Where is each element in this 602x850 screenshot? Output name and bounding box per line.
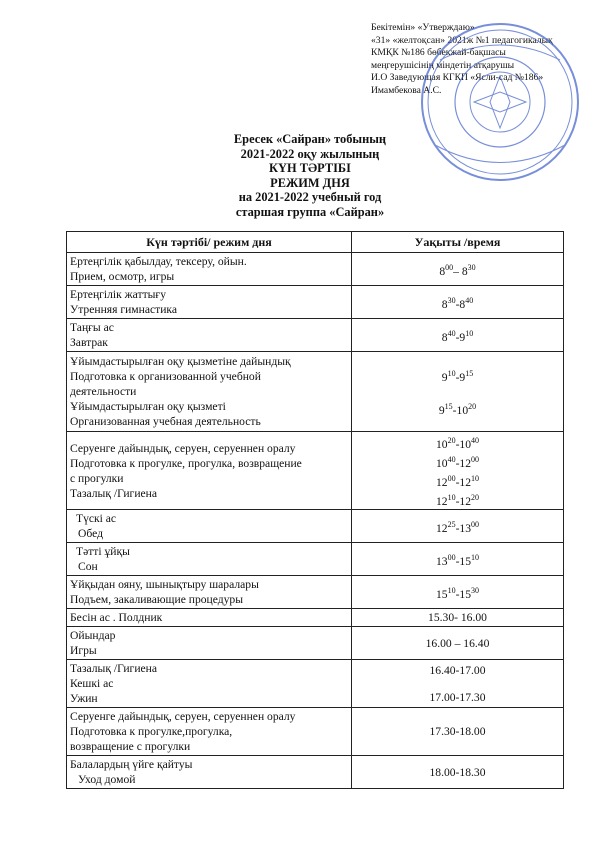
- table-row: [67, 432, 564, 510]
- activity-line: Серуенге дайындық, серуен, серуеннен оралу: [70, 441, 296, 455]
- activity-line: Уход домой: [78, 773, 136, 787]
- activity-cell: [67, 576, 352, 609]
- table-row: [67, 627, 564, 660]
- activity-line: Бесін ас . Полдник: [70, 611, 163, 625]
- activity-line: Завтрак: [70, 336, 108, 349]
- table-row: [67, 660, 564, 708]
- activity-cell: [67, 352, 352, 432]
- time-value: 15.30- 16.00: [428, 611, 487, 625]
- time-cell: [352, 708, 564, 756]
- time-value: 16.40-17.00: [429, 663, 486, 677]
- time-cell: [352, 286, 564, 319]
- time-value: $9^{15}-10^{20}$: [438, 401, 477, 417]
- activity-line: Ұйқыдан ояну, шынықтыру шаралары: [70, 578, 259, 592]
- activity-line: Серуенге дайындық, серуен, серуеннен оралу: [70, 710, 296, 724]
- activity-cell: [67, 627, 352, 660]
- activity-line: Тәтті ұйқы: [76, 545, 130, 559]
- heading-line-6: старшая группа «Сайран»: [235, 204, 385, 219]
- time-value: $12^{10}-12^{20}$: [435, 492, 480, 508]
- time-value: 18.00-18.30: [429, 765, 486, 779]
- activity-cell: [67, 543, 352, 576]
- activity-line: Ұйымдастырылған оқу қызметіне дайындық: [70, 355, 291, 368]
- approval-line-5: И.О Заведующая КГКП «Ясли-сад №186»: [371, 72, 544, 84]
- activity-cell: [67, 756, 352, 789]
- time-value: $12^{25}-13^{00}$: [435, 520, 480, 535]
- activity-cell: [67, 286, 352, 319]
- table-row: [67, 319, 564, 352]
- time-cell: [352, 609, 564, 627]
- time-cell: [352, 432, 564, 510]
- activity-line: Ертеңгілік жаттығу: [70, 288, 166, 301]
- activity-cell: [67, 708, 352, 756]
- table-row: [67, 708, 564, 756]
- time-cell: [352, 576, 564, 609]
- activity-line: Ойындар: [70, 629, 116, 643]
- time-cell: [352, 756, 564, 789]
- activity-line: Подъем, закаливающие процедуры: [70, 593, 244, 607]
- document-heading: [120, 132, 500, 220]
- schedule-table: [66, 231, 564, 789]
- activity-line: Сон: [78, 560, 98, 574]
- time-value: $8^{00}-$ $8^{30}$: [439, 262, 476, 278]
- time-value: 17.30-18.00: [429, 725, 486, 739]
- approval-line-2: «31» «желтоқсан» 2021ж №1 педагогикалық: [371, 34, 553, 46]
- time-cell: [352, 319, 564, 352]
- activity-line: Подготовка к прогулке, прогулка, возвращение: [70, 456, 302, 470]
- activity-line: Подготовка к организованной учебной: [70, 370, 261, 383]
- table-row: [67, 352, 564, 432]
- time-cell: [352, 510, 564, 543]
- time-value: $9^{10}-9^{15}$: [441, 368, 474, 384]
- activity-cell: [67, 660, 352, 708]
- table-row: [67, 756, 564, 789]
- time-value: 16.00 – 16.40: [425, 636, 490, 650]
- time-value: $13^{00}-15^{10}$: [435, 553, 480, 568]
- time-cell: [352, 253, 564, 286]
- header-time: Уақыты /время: [352, 232, 564, 253]
- activity-line: Балалардың үйге қайтуы: [70, 758, 193, 772]
- heading-line-5: на 2021-2022 учебный год: [238, 190, 382, 205]
- activity-line: Обед: [78, 527, 104, 541]
- header-activity: Күн тәртібі/ режим дня: [67, 232, 352, 253]
- time-cell: [352, 543, 564, 576]
- table-header-row: [67, 232, 564, 253]
- activity-line: Тазалық /Гигиена: [70, 486, 158, 500]
- activity-line: возвращение с прогулки: [70, 740, 191, 754]
- activity-line: Организованная учебная деятельность: [70, 415, 261, 428]
- activity-line: Утренняя гимнастика: [70, 303, 177, 316]
- activity-line: Кешкі ас: [70, 677, 114, 691]
- table-row: [67, 286, 564, 319]
- heading-line-4: РЕЖИМ ДНЯ: [270, 175, 350, 190]
- activity-cell: [67, 319, 352, 352]
- table-row: [67, 576, 564, 609]
- time-value: $8^{30}-8^{40}$: [441, 295, 474, 311]
- time-value: $10^{40}-12^{00}$: [435, 454, 480, 470]
- time-value: $12^{00}-12^{10}$: [435, 473, 480, 489]
- time-value: $8^{40}-9^{10}$: [441, 328, 474, 344]
- activity-line: Түскі ас: [76, 512, 117, 526]
- activity-line: Прием, осмотр, игры: [70, 270, 175, 283]
- time-value: 17.00-17.30: [429, 690, 486, 704]
- time-cell: [352, 660, 564, 708]
- heading-line-2: 2021-2022 оқу жылының: [240, 146, 380, 161]
- time-value: $15^{10}-15^{30}$: [435, 586, 480, 601]
- activity-cell: [67, 510, 352, 543]
- approval-line-4: меңгерушісінің міндетін атқарушы: [371, 59, 515, 71]
- approval-line-3: КМҚК №186 бөбекжай-бақшасы: [371, 47, 506, 59]
- activity-cell: [67, 609, 352, 627]
- time-cell: [352, 352, 564, 432]
- table-row: [67, 609, 564, 627]
- time-cell: [352, 627, 564, 660]
- activity-line: деятельности: [70, 385, 137, 398]
- activity-cell: [67, 432, 352, 510]
- activity-line: Таңғы ас: [70, 321, 114, 334]
- activity-line: Ұйымдастырылған оқу қызметі: [70, 400, 226, 413]
- approval-line-6: Имамбекова А.С.: [371, 84, 442, 96]
- activity-line: Подготовка к прогулке,прогулка,: [70, 725, 233, 739]
- activity-line: Тазалық /Гигиена: [70, 662, 158, 676]
- table-row: [67, 543, 564, 576]
- table-row: [67, 510, 564, 543]
- heading-line-3: КҮН ТӘРТІБІ: [269, 161, 351, 176]
- table-row: [67, 253, 564, 286]
- approval-line-1: Бекітемін» «Утверждаю»: [371, 22, 475, 33]
- activity-line: с прогулки: [70, 471, 124, 485]
- time-value: $10^{20}-10^{40}$: [435, 436, 480, 451]
- activity-line: Ужин: [70, 692, 98, 706]
- activity-line: Ертеңгілік қабылдау, тексеру, ойын.: [70, 255, 247, 268]
- activity-line: Игры: [70, 644, 97, 658]
- activity-cell: [67, 253, 352, 286]
- heading-line-1: Ересек «Сайран» тобының: [233, 132, 387, 146]
